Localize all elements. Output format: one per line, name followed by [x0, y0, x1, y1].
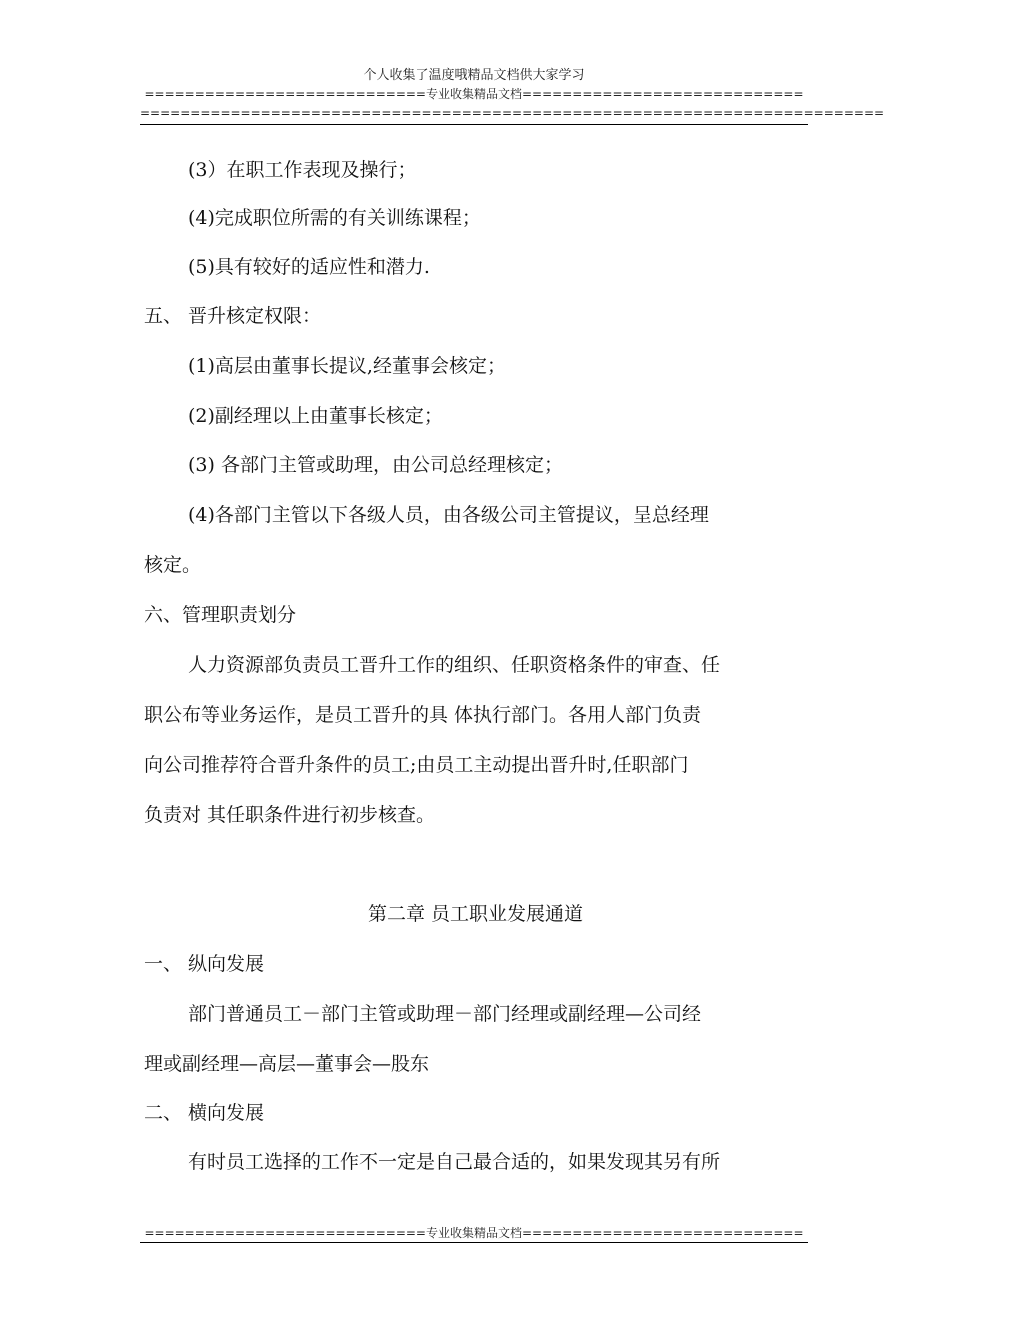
footer-rule: [140, 1242, 808, 1243]
section-6-para-line-4: 负责对 其任职条件进行初步核查。: [144, 804, 436, 826]
section-6-para-line-2: 职公布等业务运作，是员工晋升的具 体执行部门。各用人部门负责: [144, 704, 702, 726]
auth-item-1: (1)高层由董事长提议,经董事会核定；: [188, 355, 506, 377]
auth-item-3: (3) 各部门主管或助理，由公司总经理核定；: [188, 454, 563, 476]
header-separator-1: ============================专业收集精品文档============================: [144, 87, 804, 101]
header-separator-2: ==========================================================================: [140, 106, 885, 120]
vertical-dev-line-1: 部门普通员工－部门主管或助理－部门经理或副经理—公司经: [188, 1003, 702, 1025]
chapter-title: 第二章 员工职业发展通道: [368, 903, 584, 925]
item-4-training: (4)完成职位所需的有关训练课程；: [188, 207, 481, 229]
section-5-heading: 五、 晋升核定权限：: [144, 305, 322, 327]
header-rule: [140, 124, 808, 125]
page-header: [140, 66, 885, 123]
item-5-potential: (5)具有较好的适应性和潜力.: [188, 256, 430, 278]
header-title: 个人收集了温度哦精品文档供大家学习: [363, 68, 585, 83]
auth-item-4-line-2: 核定。: [144, 554, 202, 576]
section-6-heading: 六、管理职责划分: [144, 604, 297, 626]
vertical-dev-heading: 一、 纵向发展: [144, 953, 265, 975]
page-footer: ============================专业收集精品文档============================: [144, 1226, 804, 1240]
vertical-dev-line-2: 理或副经理—高层—董事会—股东: [144, 1053, 430, 1075]
auth-item-2: (2)副经理以上由董事长核定；: [188, 405, 443, 427]
section-6-para-line-1: 人力资源部负责员工晋升工作的组织、任职资格条件的审查、任: [188, 654, 721, 676]
section-6-para-line-3: 向公司推荐符合晋升条件的员工;由员工主动提出晋升时,任职部门: [144, 754, 689, 776]
horizontal-dev-heading: 二、 横向发展: [144, 1102, 265, 1124]
item-3-conduct: (3）在职工作表现及操行；: [188, 159, 417, 181]
auth-item-4-line-1: (4)各部门主管以下各级人员，由各级公司主管提议，呈总经理: [188, 504, 709, 526]
horizontal-dev-line-1: 有时员工选择的工作不一定是自己最合适的，如果发现其另有所: [188, 1151, 721, 1173]
